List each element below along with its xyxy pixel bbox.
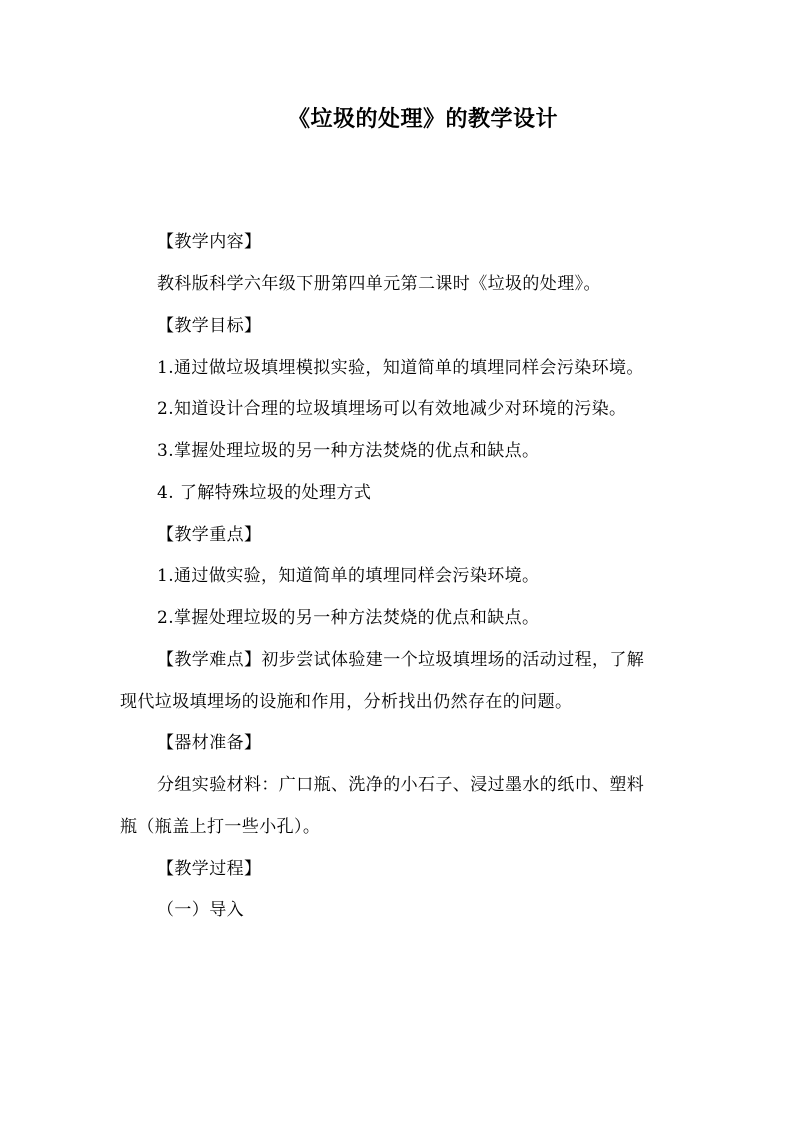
key-point-item: 1.通过做实验，知道简单的填埋同样会污染环境。 [157,566,540,586]
difficulty-paragraph-line: 【教学难点】初步尝试体验建一个垃圾填埋场的活动过程，了解 [157,650,645,670]
objective-item: 4. 了解特殊垃圾的处理方式 [157,483,372,503]
section-heading-materials: 【器材准备】 [157,733,262,753]
objective-item: 2.知道设计合理的垃圾填埋场可以有效地减少对环境的污染。 [157,399,627,419]
difficulty-paragraph-line: 现代垃圾填埋场的设施和作用，分析找出仍然存在的问题。 [120,692,573,712]
document-title: 《垃圾的处理》的教学设计 [287,106,558,132]
paragraph-line: 教科版科学六年级下册第四单元第二课时《垃圾的处理》。 [157,274,601,294]
materials-paragraph-line: 瓶（瓶盖上打一些小孔）。 [120,817,321,837]
materials-paragraph-line: 分组实验材料：广口瓶、洗净的小石子、浸过墨水的纸巾、塑料 [157,775,645,795]
section-heading-content: 【教学内容】 [157,232,262,252]
section-heading-process: 【教学过程】 [157,859,262,879]
objective-item: 1.通过做垃圾填埋模拟实验，知道简单的填埋同样会污染环境。 [157,358,644,378]
section-heading-objectives: 【教学目标】 [157,316,262,336]
objective-item: 3.掌握处理垃圾的另一种方法焚烧的优点和缺点。 [157,441,540,461]
key-point-item: 2.掌握处理垃圾的另一种方法焚烧的优点和缺点。 [157,608,540,628]
subsection-heading: （一）导入 [157,900,244,920]
section-heading-key-points: 【教学重点】 [157,525,262,545]
